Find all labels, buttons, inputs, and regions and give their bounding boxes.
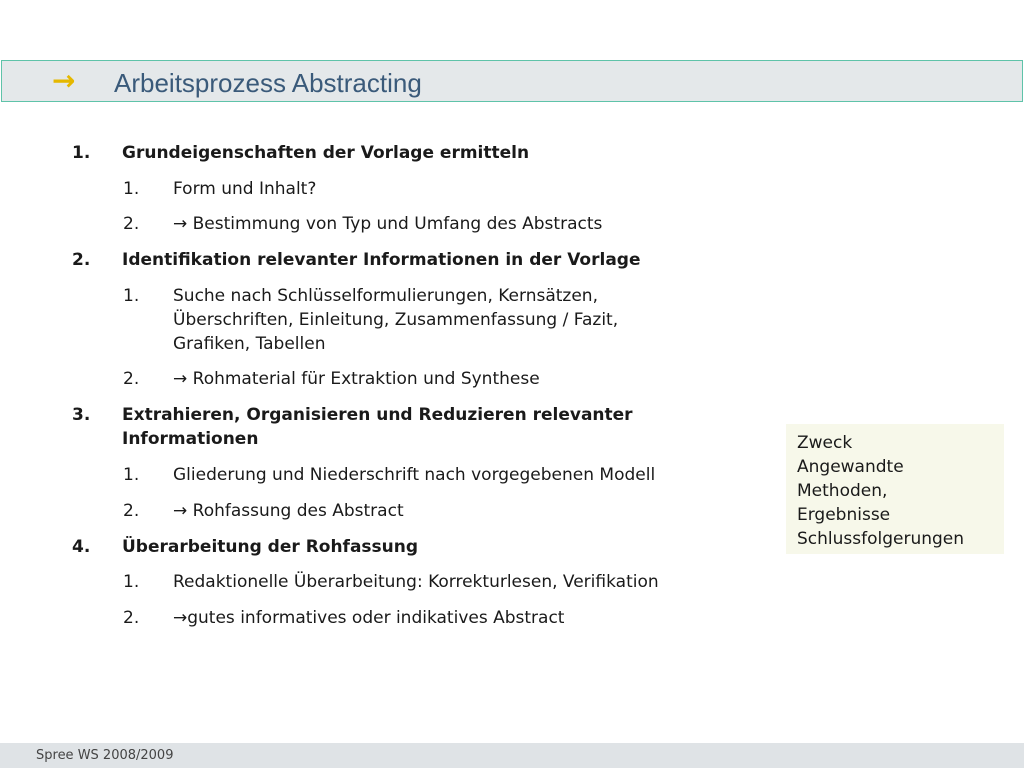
side-box-line: Ergebnisse [797, 505, 891, 525]
arrow-right-icon: → [52, 64, 76, 97]
side-box-line: Angewandte [797, 457, 904, 477]
item-number: 2. [123, 501, 140, 521]
section-heading-text: Grundeigenschaften der Vorlage ermitteln [122, 143, 530, 163]
abstract-components-box [786, 424, 1004, 554]
item-number: 1. [123, 465, 140, 485]
item-number: 2. [123, 369, 140, 389]
item-number: 1. [123, 572, 140, 592]
footer-text: Spree WS 2008/2009 [36, 748, 174, 763]
slide-title: Arbeitsprozess Abstracting [114, 68, 422, 98]
section-heading-text: Identifikation relevanter Informationen in der Vorlage [122, 250, 641, 270]
footer-bar [0, 743, 1024, 768]
item-text: Suche nach Schlüsselformulierungen, Kernsätzen, [173, 286, 598, 306]
side-box-line: Zweck [797, 433, 853, 453]
section-number: 3. [72, 405, 91, 425]
item-text: Gliederung und Niederschrift nach vorgegebenen Modell [173, 465, 656, 485]
side-box-line: Methoden, [797, 481, 888, 501]
section-number: 1. [72, 143, 91, 163]
side-box-line: Schlussfolgerungen [797, 529, 965, 549]
section-heading-text: Extrahieren, Organisieren und Reduzieren relevanter [122, 405, 633, 425]
item-text: → Rohfassung des Abstract [173, 501, 404, 521]
item-number: 1. [123, 286, 140, 306]
item-text: Grafiken, Tabellen [173, 334, 326, 354]
section-number: 2. [72, 250, 91, 270]
item-text: → Rohmaterial für Extraktion und Synthese [173, 369, 540, 389]
item-number: 2. [123, 214, 140, 234]
section-heading-text: Überarbeitung der Rohfassung [122, 537, 419, 557]
item-number: 2. [123, 608, 140, 628]
item-text: → Bestimmung von Typ und Umfang des Abstracts [173, 214, 603, 234]
item-text: Überschriften, Einleitung, Zusammenfassung / Fazit, [173, 310, 619, 330]
section-number: 4. [72, 537, 91, 557]
item-text: Form und Inhalt? [173, 179, 317, 199]
item-number: 1. [123, 179, 140, 199]
item-text: →gutes informatives oder indikatives Abstract [173, 608, 565, 628]
section-heading-text: Informationen [122, 429, 259, 449]
item-text: Redaktionelle Überarbeitung: Korrekturlesen, Verifikation [173, 572, 659, 592]
